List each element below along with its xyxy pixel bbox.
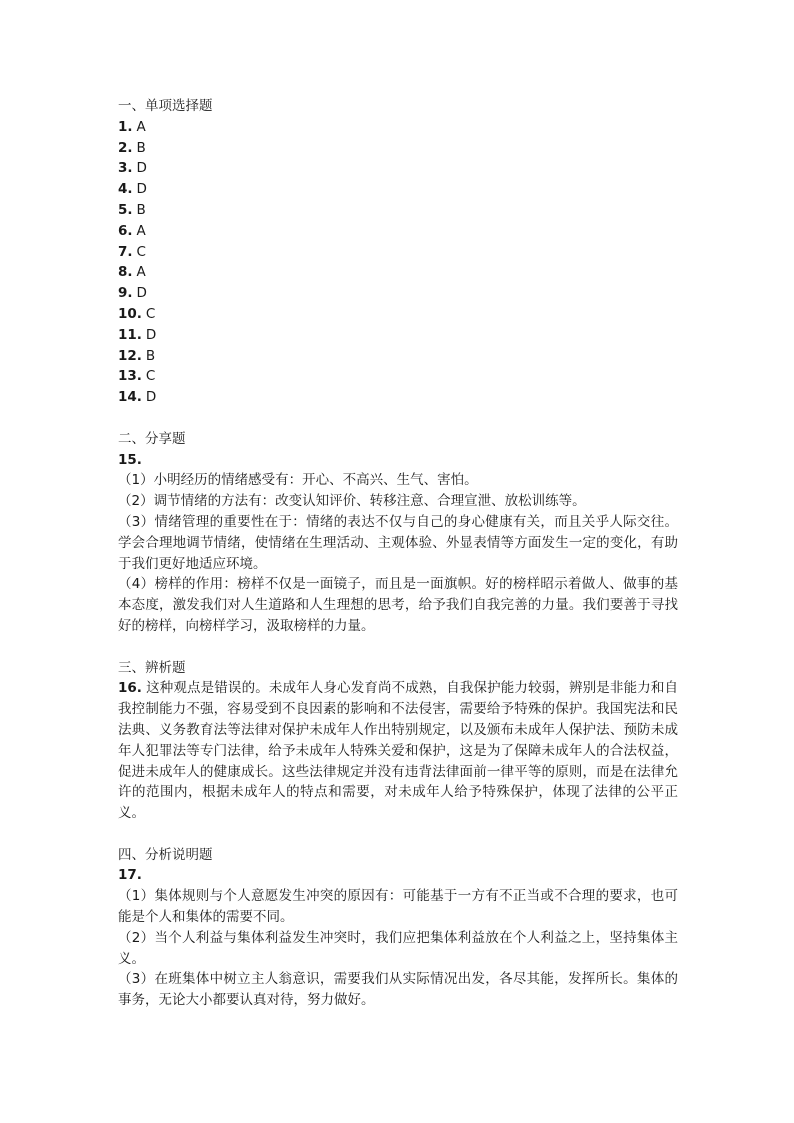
answer-row [118,346,678,367]
choice-answer-list [118,117,678,408]
answer-row [118,138,678,159]
answer-number: 8. [118,264,133,281]
answer-letter: A [136,264,146,281]
answer-letter: D [145,389,157,406]
answer-row [118,179,678,200]
question-15-part-1: （1）小明经历的情绪感受有：开心、不高兴、生气、害怕。 [118,472,478,489]
section-4-title: 四、分析说明题 [118,846,213,863]
answer-letter: D [145,326,157,343]
answer-letter: D [136,181,147,198]
answer-row [118,242,678,263]
question-15-number: 15. [118,451,142,468]
answer-number: 2. [118,139,133,156]
answer-number: 11. [118,326,142,343]
answer-letter: D [136,160,147,177]
answer-number: 5. [118,201,133,218]
section-1-title: 一、单项选择题 [118,98,213,114]
answer-row [118,117,678,138]
answer-row [118,325,678,346]
question-17-number: 17. [118,867,142,884]
section-3-title: 三、辨析题 [118,659,186,676]
answer-row [118,158,678,179]
answer-letter: C [136,243,146,260]
section-spacer [118,408,678,429]
answer-number: 10. [118,305,142,322]
answer-number: 1. [118,118,133,135]
answer-letter: A [136,118,146,135]
answer-number: 7. [118,243,133,260]
section-spacer [118,637,678,658]
answer-number: 3. [118,160,133,177]
question-15-part-2: （2）调节情绪的方法有：改变认知评价、转移注意、合理宣泄、放松训练等。 [118,493,586,510]
answer-letter: D [136,285,147,302]
answer-row [118,262,678,283]
answer-row [118,304,678,325]
answer-row [118,283,678,304]
answer-sheet [118,96,678,1011]
answer-number: 6. [118,222,133,239]
answer-letter: A [136,222,146,239]
answer-row [118,221,678,242]
question-17-part-3: （3）在班集体中树立主人翁意识，需要我们从实际情况出发，各尽其能，发挥所长。集体的事务，无论大小都要认真对待，努力做好。 [118,971,678,1009]
answer-number: 9. [118,285,133,302]
answer-letter: B [136,139,146,156]
answer-letter: B [136,201,146,218]
answer-number: 14. [118,389,142,406]
question-17-part-2: （2）当个人利益与集体利益发生冲突时，我们应把集体利益放在个人利益之上，坚持集体主义。 [118,929,678,967]
answer-row [118,387,678,408]
question-16-answer [118,678,678,824]
question-16-number: 16. [118,680,142,697]
answer-number: 12. [118,347,142,364]
answer-row [118,200,678,221]
question-16-text: 这种观点是错误的。未成年人身心发育尚不成熟，自我保护能力较弱，辨别是非能力和自我控制能力不强，容易受到不良因素的影响和不法侵害，需要给予特殊的保护。我国宪法和民法典、义务教育法等法律对保护未成年人作出特别规定，以及颁布未成年人保护法、预防未成年人犯罪法等专门法律，给予未成年人特殊关爱和保护，这是为了保障未成年人的合法权益，促进未成年人的健康成长。这些法律规定并没有违背法律面前一律平等的原则，而是在法律允许的范围内，根据未成年人的特点和需要，对未成年人给予特殊保护，体现了法律的公平正义。 [118,680,678,822]
section-2-title: 二、分享题 [118,430,186,447]
section-spacer [118,824,678,845]
answer-letter: C [145,368,156,385]
answer-letter: C [145,305,156,322]
answer-number: 13. [118,368,142,385]
question-17-part-1: （1）集体规则与个人意愿发生冲突的原因有：可能基于一方有不正当或不合理的要求，也可能是个人和集体的需要不同。 [118,888,678,926]
question-15-part-3: （3）情绪管理的重要性在于：情绪的表达不仅与自己的身心健康有关，而且关乎人际交往。学会合理地调节情绪，使情绪在生理活动、主观体验、外显表情等方面发生一定的变化，有助于我们更好地适应环境。 [118,513,678,572]
answer-row [118,366,678,387]
answer-number: 4. [118,181,133,198]
question-15-part-4: （4）榜样的作用：榜样不仅是一面镜子，而且是一面旗帜。好的榜样昭示着做人、做事的基本态度，激发我们对人生道路和人生理想的思考，给予我们自我完善的力量。我们要善于寻找好的榜样，向榜样学习，汲取榜样的力量。 [118,576,678,634]
answer-letter: B [145,347,156,364]
